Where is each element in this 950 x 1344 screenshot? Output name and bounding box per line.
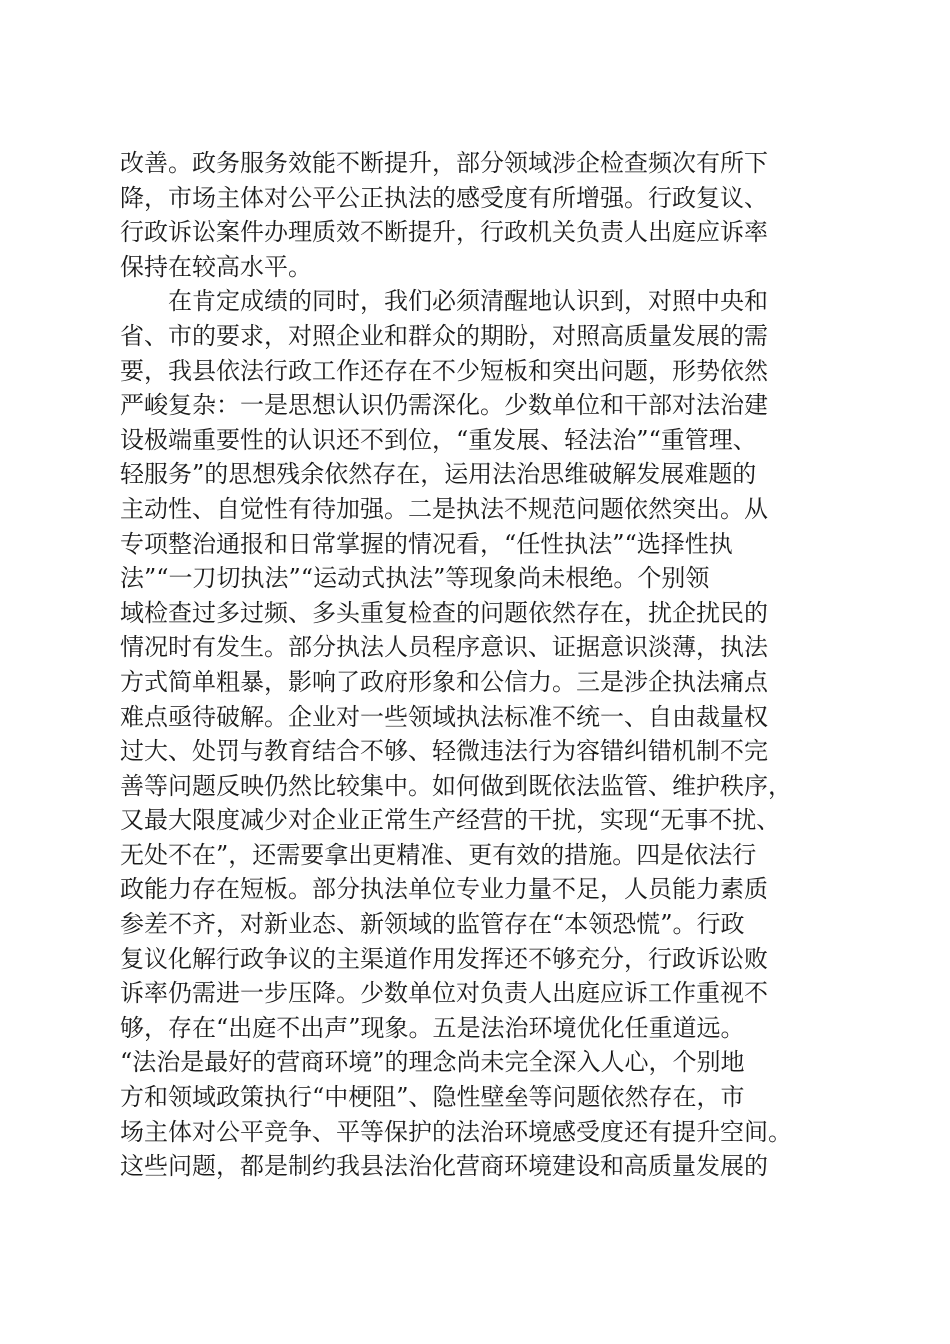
text-line: 政能力存在短板。部分执法单位专业力量不足，人员能力素质	[120, 875, 768, 904]
text-line: 专项整治通报和日常掌握的情况看，“任性执法”“选择性执	[120, 529, 733, 558]
body-text	[120, 146, 840, 1184]
text-line: 要，我县依法行政工作还存在不少短板和突出问题，形势依然	[120, 356, 768, 385]
text-line: 保持在较高水平。	[120, 252, 312, 281]
text-line: 场主体对公平竞争、平等保护的法治环境感受度还有提升空间。	[120, 1117, 792, 1146]
text-line: 这些问题，都是制约我县法治化营商环境建设和高质量发展的	[120, 1152, 768, 1181]
text-line: 又最大限度减少对企业正常生产经营的干扰，实现“无事不扰、	[120, 806, 781, 835]
text-line: 善等问题反映仍然比较集中。如何做到既依法监管、维护秩序，	[120, 771, 792, 800]
text-line: 方式简单粗暴，影响了政府形象和公信力。三是涉企执法痛点	[120, 667, 768, 696]
text-line: 行政诉讼案件办理质效不断提升，行政机关负责人出庭应诉率	[120, 218, 768, 247]
text-line: 诉率仍需进一步压降。少数单位对负责人出庭应诉工作重视不	[120, 979, 768, 1008]
text-line: 参差不齐，对新业态、新领域的监管存在“本领恐慌”。行政	[120, 910, 745, 939]
text-line: 降，市场主体对公平公正执法的感受度有所增强。行政复议、	[120, 183, 768, 212]
text-line: 够，存在“出庭不出声”现象。五是法治环境优化任重道远。	[120, 1013, 745, 1042]
text-line: 法”“一刀切执法”“运动式执法”等现象尚未根绝。个别领	[120, 564, 710, 593]
text-line: 情况时有发生。部分执法人员程序意识、证据意识淡薄，执法	[120, 633, 768, 662]
text-line: 方和领域政策执行“中梗阻”、隐性壁垒等问题依然存在，市	[120, 1083, 745, 1112]
text-line: 复议化解行政争议的主渠道作用发挥还不够充分，行政诉讼败	[120, 944, 768, 973]
text-line: 改善。政务服务效能不断提升，部分领域涉企检查频次有所下	[120, 149, 768, 177]
paragraph-first-line: 在肯定成绩的同时，我们必须清醒地认识到，对照中央和	[168, 287, 768, 316]
text-line: 省、市的要求，对照企业和群众的期盼，对照高质量发展的需	[120, 321, 768, 350]
text-line: 难点亟待破解。企业对一些领域执法标准不统一、自由裁量权	[120, 702, 768, 731]
text-line: 过大、处罚与教育结合不够、轻微违法行为容错纠错机制不完	[120, 737, 768, 766]
text-line: “法治是最好的营商环境”的理念尚未完全深入人心，个别地	[120, 1048, 745, 1077]
text-line: 设极端重要性的认识还不到位，“重发展、轻法治”“重管理、	[120, 425, 757, 454]
text-line: 域检查过多过频、多头重复检查的问题依然存在，扰企扰民的	[120, 598, 768, 627]
text-line: 主动性、自觉性有待加强。二是执法不规范问题依然突出。从	[120, 494, 768, 523]
text-line: 轻服务”的思想残余依然存在，运用法治思维破解发展难题的	[120, 460, 757, 489]
text-line: 严峻复杂：一是思想认识仍需深化。少数单位和干部对法治建	[120, 391, 768, 420]
text-line: 无处不在”，还需要拿出更精准、更有效的措施。四是依法行	[120, 840, 757, 869]
